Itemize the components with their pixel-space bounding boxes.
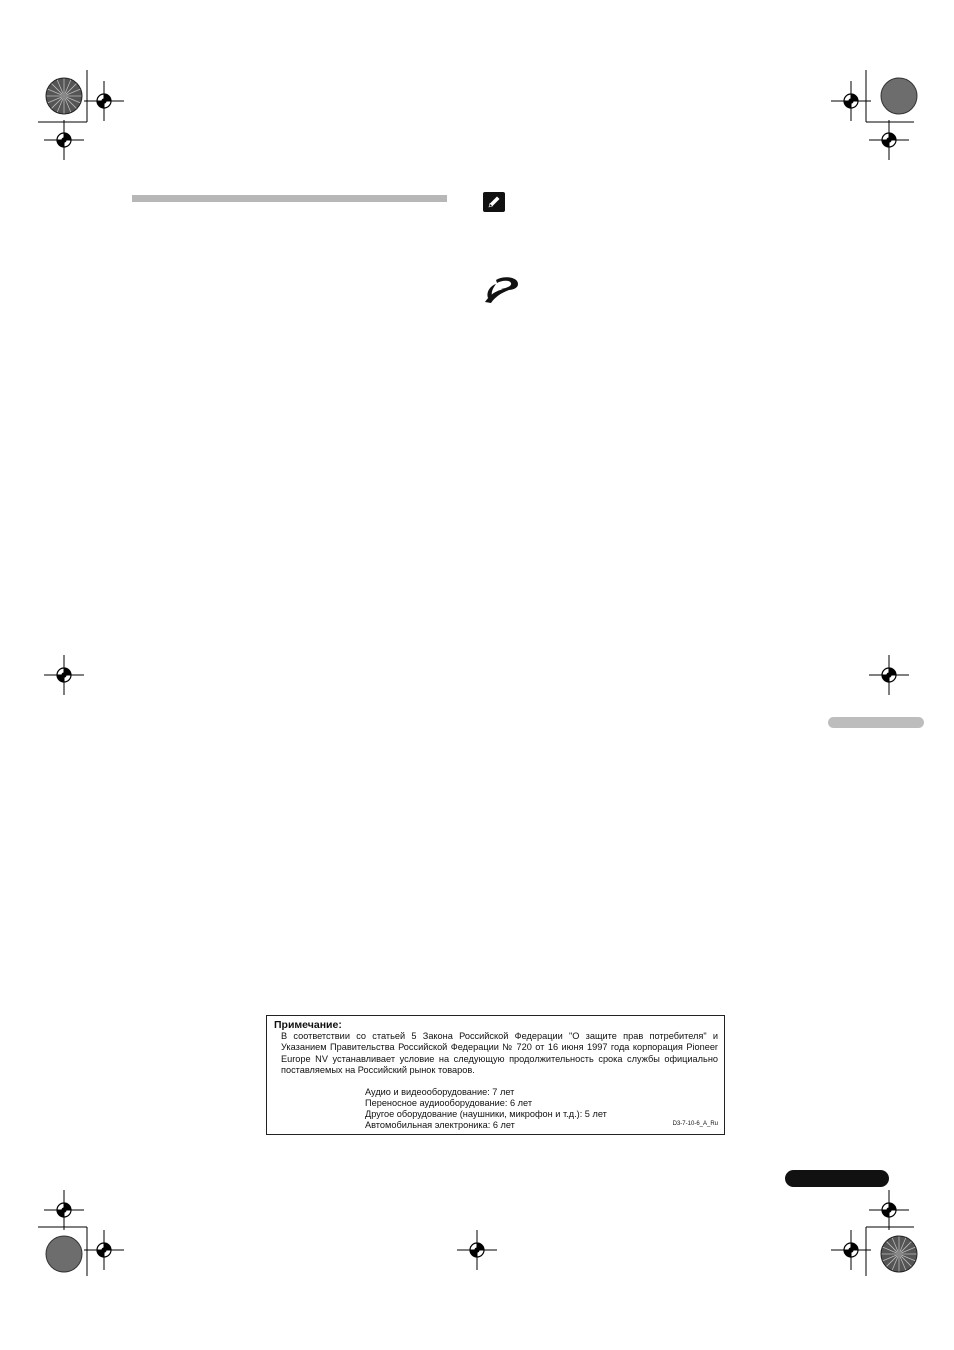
registration-mark-icon bbox=[831, 81, 871, 121]
registration-mark-icon bbox=[869, 1190, 909, 1230]
list-item: Переносное аудиооборудование: 6 лет bbox=[365, 1097, 533, 1108]
registration-mark-icon bbox=[44, 120, 84, 160]
list-item: Другое оборудование (наушники, микрофон и т.д.): 5 лет bbox=[365, 1109, 607, 1120]
registration-mark-icon bbox=[831, 1230, 871, 1270]
pencil-note-icon bbox=[483, 192, 505, 212]
registration-mark-icon bbox=[84, 81, 124, 121]
list-item: Аудио и видеооборудование: 7 лет bbox=[365, 1086, 515, 1097]
color-wheel-icon bbox=[879, 1234, 919, 1274]
registration-mark-icon bbox=[84, 1230, 124, 1270]
notice-list bbox=[365, 1087, 718, 1132]
side-language-tab bbox=[828, 717, 924, 728]
notice-paragraph: В соответствии со статьей 5 Закона Российской Федерации "О защите прав потребителя" и Указанием Правительства Российской Федерации № 720 от 16 июня 1997 года корпорация Pioneer Europe NV устанавливает условие на следующую продолжительность срока службы официально поставляемых на Российский рынок товаров. bbox=[281, 1031, 718, 1076]
registration-mark-icon bbox=[457, 1230, 497, 1270]
registration-mark-icon bbox=[44, 655, 84, 695]
notice-code: D3-7-10-6_A_Ru bbox=[672, 1121, 718, 1127]
page-number-tab bbox=[785, 1170, 889, 1187]
registration-mark-icon bbox=[869, 120, 909, 160]
registration-mark-icon bbox=[44, 1190, 84, 1230]
list-item: Автомобильная электроника: 6 лет bbox=[365, 1120, 515, 1131]
color-wheel-icon bbox=[44, 76, 84, 116]
notice-title: Примечание: bbox=[274, 1019, 342, 1031]
gray-dot-icon bbox=[44, 1234, 84, 1274]
registration-mark-icon bbox=[869, 655, 909, 695]
pioneer-logo-icon bbox=[482, 276, 524, 304]
service-life-notice bbox=[266, 1015, 725, 1135]
section-heading-bar bbox=[132, 195, 447, 202]
gray-dot-icon bbox=[879, 76, 919, 116]
